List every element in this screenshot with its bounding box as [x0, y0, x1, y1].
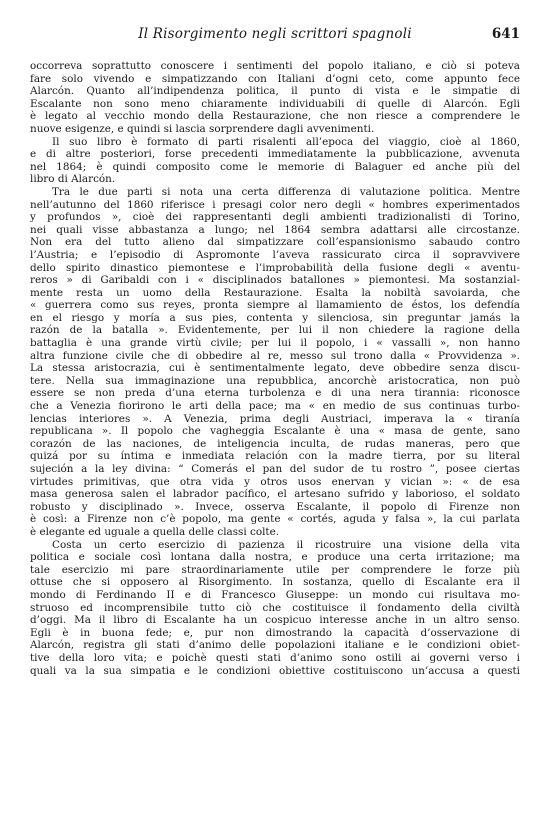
running-header: [30, 26, 520, 48]
text-line: Alarcón. Quanto all’indipendenza politica, il punto di vista e le simpatie di: [30, 85, 520, 98]
text-line: l’Austria; e l’episodio di Aspromonte l’aveva rassicurato circa il sopravvivere: [30, 248, 520, 261]
text-line: La stessa aristocrazia, cui è sentimentalmente legato, deve obbedire senza discu-: [30, 362, 520, 375]
text-line: è elegante ed uguale a quella delle classi colte.: [30, 525, 280, 538]
text-line: nuove esigenze, e quindi si lascia sorprendere dagli avvenimenti.: [30, 122, 375, 135]
text-line: mondo di Ferdinando II e di Francesco Giuseppe: un mondo cui risultava mo-: [30, 588, 520, 601]
text-line: Non era del tutto alieno dal simpatizzare coll’espansionismo sabaudo contro: [30, 236, 520, 249]
running-title: Il Risorgimento negli scrittori spagnoli: [138, 26, 412, 42]
text-line: tive della loro vita; e poichè questi stati d’animo sono ostili ai governi verso i: [30, 651, 520, 664]
text-line: tale esercizio mi pare straordinariamente utile per comprendere le forze più: [30, 563, 520, 576]
text-line: quizá por su íntima e inmediata relación con la madre tierra, por su literal: [30, 450, 520, 463]
text-line: è legato al vecchio mondo della Restaurazione, che non riesce a comprendere le: [30, 110, 520, 123]
text-line: dello spirito dinastico piemontese e l’improbabilità della fusione degli « aventu-: [30, 261, 520, 274]
text-line: republicana ». Il popolo che vagheggia Escalante è una « masa de gente, sano: [30, 425, 520, 438]
text-line: Escalante non sono meno chiaramente individuabili di quelle di Alarcón. Egli: [30, 97, 520, 110]
text-line: struoso ed incomprensibile tutto ciò che costituisce il fondamento della civiltà: [30, 601, 520, 614]
text-line: essere se non preda d’una eterna turbolenza e di una nera tirannia: riconosce: [30, 387, 520, 400]
text-line: « guerrera como sus reyes, pronta siempre al llamamiento de éstos, los defendía: [30, 299, 520, 312]
text-line: y profundos », cioè dei rappresentanti degli ambienti tradizionalisti di Torino,: [30, 211, 520, 224]
text-line: sujeción a la ley divina: “ Comerás el pan del sudor de tu rostro ”, posee ciertas: [30, 463, 520, 475]
text-line: Alarcón, registra gli stati d’animo delle popolazioni italiane e le condizioni obiet-: [30, 639, 520, 652]
text-line: Tra le due parti si nota una certa differenza di valutazione politica. Mentre: [52, 185, 520, 198]
text-line: battaglia è una grande virtù civile; per lui il popolo, i « vassalli », non hanno: [30, 337, 520, 350]
text-line: en el riesgo y moría a sus pies, contenta y silenciosa, sin preguntar jamás la: [30, 311, 520, 324]
text-line: d’oggi. Ma il libro di Escalante ha un cospicuo interesse anche in un altro senso.: [30, 614, 520, 627]
text-line: occorreva soprattutto conoscere i sentimenti del popolo italiano, e ciò si poteva: [30, 60, 520, 72]
text-line: fare solo vivendo e simpatizzando con Italiani d’ogni ceto, come appunto fece: [30, 72, 520, 85]
text-line: corazón de las naciones, de inteligencia inculta, de rudas maneras, pero que: [30, 437, 520, 450]
text-line: razón de la batalla ». Evidentemente, per lui il non chiedere la ragione della: [30, 324, 520, 337]
text-line: nei quali visse abbastanza a lungo; nel 1864 sembra adattarsi alle circostanze.: [30, 223, 520, 236]
text-line: quali va la sua simpatia e le condizioni obiettive costituiscono un’accusa a questi: [30, 664, 520, 677]
text-line: che a Venezia fiorirono le arti della pace; ma « en medio de sus continuas turbo-: [30, 400, 520, 413]
text-line: altra funzione civile che di obbedire al re, messo sul trono dalla « Provvidenza ».: [30, 349, 520, 362]
text-line: tere. Nella sua immaginazione una repubblica, ancorchè aristocratica, non può: [30, 374, 520, 387]
text-line: robusto y disciplinado ». Invece, osserva Escalante, il popolo di Firenze non: [30, 500, 520, 513]
text-line: virtudes primitivas, que otra vida y otros usos enervan y vician »: « de esa: [30, 475, 520, 488]
text-line: Costa un certo esercizio di pazienza il ricostruire una visione della vita: [52, 538, 520, 551]
text-line: Egli è in buona fede; e, pur non dimostrando la capacità d’osservazione di: [30, 626, 520, 639]
text-line: e di altre posteriori, forse precedenti immediatamente la pubblicazione, avvenuta: [30, 148, 520, 161]
text-line: libro di Alarcón.: [30, 173, 116, 186]
body-text: [30, 60, 520, 677]
text-line: nell’autunno del 1860 riferisce i presagi color nero degli « hombres experimentados: [30, 198, 520, 211]
text-line: ottuse che si opposero al Risorgimento. In sostanza, quello di Escalante era il: [30, 576, 520, 589]
text-line: politica e sociale così lontana dalla nostra, e produce una certa irritazione; ma: [30, 551, 520, 564]
page-number: 641: [491, 26, 520, 42]
text-line: reros » di Garibaldi con i « disciplinados batallones » piemontesi. Ma sostanzial-: [30, 274, 520, 287]
text-line: lencias interiores ». A Venezia, prima degli Austriaci, imperava la « tiranía: [30, 412, 520, 425]
text-line: è così: a Firenze non c’è popolo, ma gente « cortés, aguda y falsa », la cui parlata: [30, 513, 520, 526]
text-line: masa generosa salen el labrador pacífico, el artesano sufrido y laborioso, el soldato: [30, 488, 520, 501]
text-line: Il suo libro è formato di parti risalenti all’epoca del viaggio, cioè al 1860,: [52, 135, 520, 148]
text-line: mente resta un uomo della Restaurazione. Esalta la nobiltà savoiarda, che: [30, 286, 520, 299]
text-line: nel 1864; è quindi composito come le memorie di Balaguer ed anche più del: [30, 160, 520, 173]
